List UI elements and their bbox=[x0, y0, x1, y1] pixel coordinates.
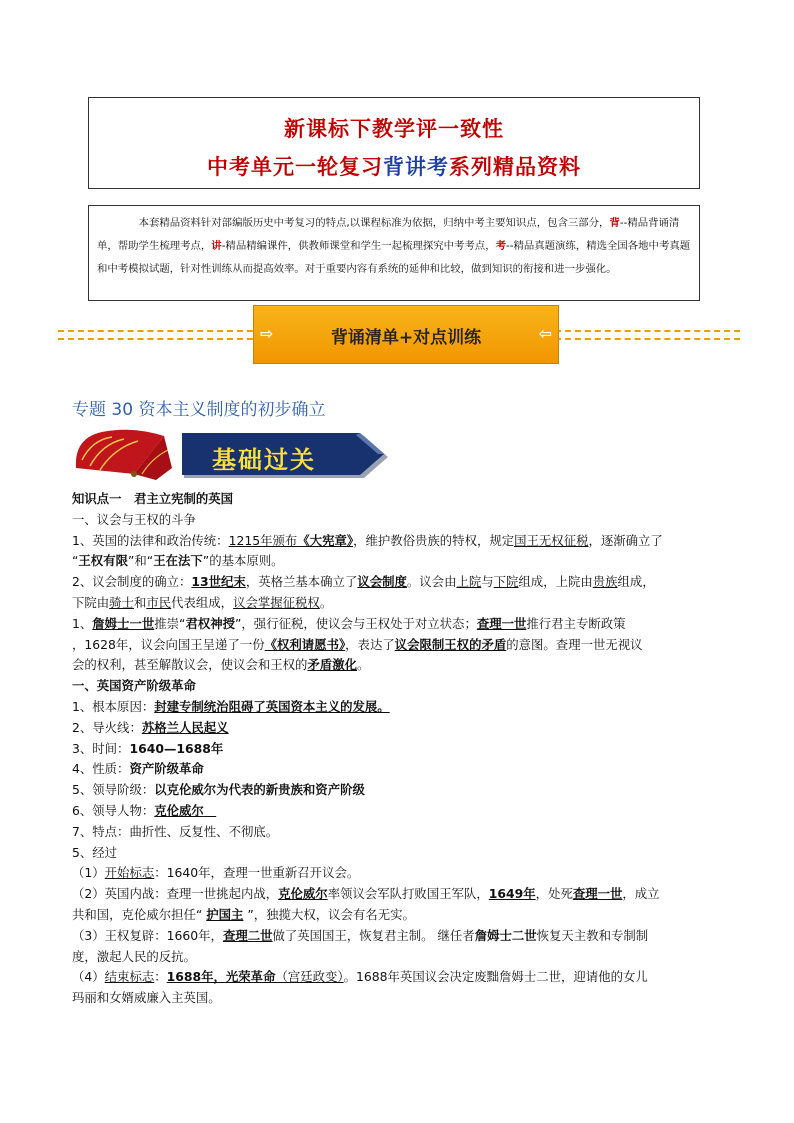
knowledge-point-heading: 知识点一 君主立宪制的英国 bbox=[72, 491, 234, 506]
title-box bbox=[88, 97, 700, 189]
fan-icon bbox=[72, 428, 182, 482]
text-line: 共和国，克伦威尔担任“ 护国主 ”，独揽大权，议会有名无实。 bbox=[72, 906, 415, 922]
text-line: （1）开始标志：1640年，查理一世重新召开议会。 bbox=[72, 865, 360, 881]
text-line: ，1628年，议会向国王呈递了一份《权利请愿书》，表达了议会限制王权的矛盾的意图。查理一世无视议 bbox=[72, 636, 643, 652]
arrow-left-icon: ⇦ bbox=[538, 324, 552, 343]
section-heading: 一、英国资产阶级革命 bbox=[72, 678, 196, 694]
arrow-right-icon: ⇨ bbox=[260, 324, 274, 343]
text-line: 2、导火线：苏格兰人民起义 bbox=[72, 719, 229, 735]
text-line: 3、时间：1640—1688年 bbox=[72, 740, 224, 756]
text-line: 2、议会制度的确立：13世纪末，英格兰基本确立了议会制度。议会由上院与下院组成，上院由贵族组成， bbox=[72, 574, 655, 590]
text-line: （2）英国内战：查理一世挑起内战，克伦威尔率领议会军队打败国王军队，1649年，处死查理一世，成立 bbox=[72, 886, 660, 902]
section-heading: 一、议会与王权的斗争 bbox=[72, 511, 196, 527]
text-line: 4、性质：资产阶级革命 bbox=[72, 761, 204, 777]
text-line: 5、经过 bbox=[72, 844, 118, 860]
content-body bbox=[72, 489, 732, 1009]
text-line: “王权有限”和“王在法下”的基本原则。 bbox=[72, 553, 284, 569]
series-title: 新课标下教学评一致性 bbox=[284, 116, 504, 141]
text-line: 会的权利，甚至解散议会，使议会和王权的矛盾激化。 bbox=[72, 657, 370, 673]
series-subtitle: 中考单元一轮复习背讲考系列精品资料 bbox=[207, 154, 581, 179]
text-line: 1、詹姆士一世推崇“君权神授”，强行征税，使议会与王权处于对立状态；查理一世推行君主专断政策 bbox=[72, 615, 626, 631]
banner-label: 背诵清单+对点训练 bbox=[330, 328, 482, 348]
text-line: 5、领导阶级：以克伦威尔为代表的新贵族和资产阶级 bbox=[72, 782, 365, 798]
text-line: （4）结束标志：1688年，光荣革命（宫廷政变）。1688年英国议会决定废黜詹姆士二世，迎请他的女儿 bbox=[72, 969, 648, 985]
topic-title: 专题 30 资本主义制度的初步确立 bbox=[72, 400, 326, 420]
text-line: 下院由骑士和市民代表组成，议会掌握征税权。 bbox=[72, 594, 333, 610]
text-line: 6、领导人物：克伦威尔 bbox=[72, 802, 204, 818]
text-line: 度，激起人民的反抗。 bbox=[72, 948, 196, 964]
intro-box: 本套精品资料针对部编版历史中考复习的特点,以课程标准为依据，归纳中考主要知识点，包含三部分，背--精品背诵清单，帮助学生梳理考点，讲-精品精编课件，供教师课堂和学生一起梳理探究中考考点，考--精品真题演练，精选全国各地中考真题和中考模拟试题，针对性训练从而提高效率。对于重要内容有系统的延伸和比较，做到知识的衔接和进一步强化。 bbox=[88, 205, 700, 301]
text-line: 1、英国的法律和政治传统：1215年颁布《大宪章》，维护教俗贵族的特权，规定国王无权征税，逐渐确立了 bbox=[72, 532, 663, 548]
text-line: 7、特点：曲折性、反复性、不彻底。 bbox=[72, 823, 279, 839]
text-line: 1、根本原因：封建专制统治阻碍了英国资本主义的发展。 bbox=[72, 698, 390, 714]
text-line: 玛丽和女婿威廉入主英国。 bbox=[72, 990, 221, 1006]
ribbon-label: 基础过关 bbox=[212, 445, 316, 474]
section-banner bbox=[253, 305, 559, 364]
text-line: （3）王权复辟：1660年，查理二世做了英国国王，恢复君主制。 继任者詹姆士二世恢复天主教和专制制 bbox=[72, 927, 649, 943]
